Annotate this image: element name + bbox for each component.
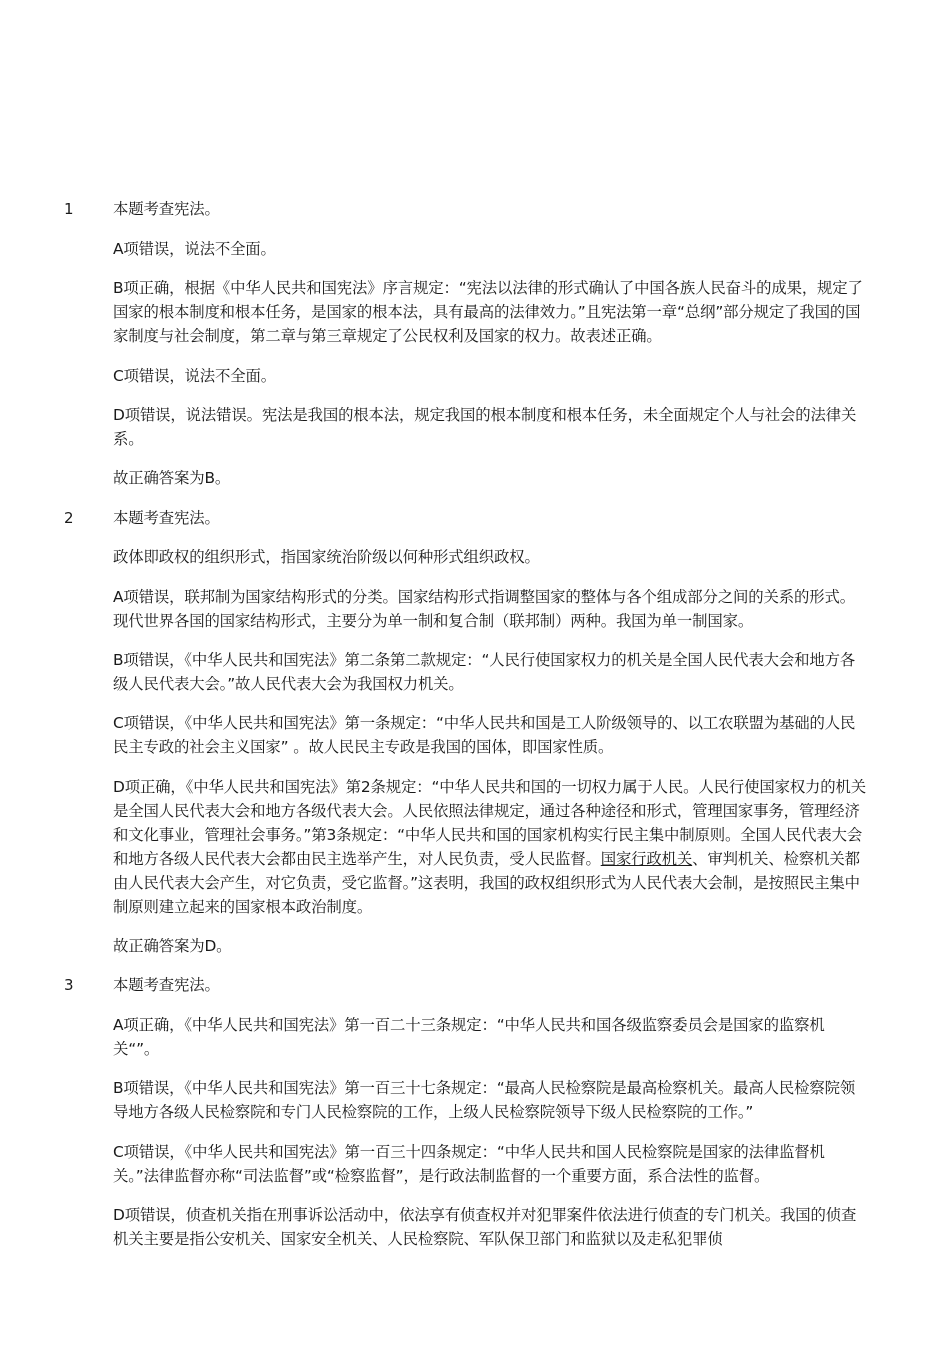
document-body [0,182,950,1263]
question-number: 2 [64,508,74,527]
paragraph: C项错误，《中华人民共和国宪法》第一条规定：“中华人民共和国是工人阶级领导的、以工农联盟为基础的人民民主专政的社会主义国家” 。故人民民主专政是我国的国体，即国家性质。 [113,714,856,757]
paragraph: 本题考查宪法。 [113,976,220,995]
paragraph: D项错误，说法错误。宪法是我国的根本法，规定我国的根本制度和根本任务，未全面规定个人与社会的法律关系。 [113,405,857,448]
question-3 [0,973,950,1251]
paragraph: 本题考查宪法。 [113,508,220,527]
question-2 [0,506,950,958]
paragraph-option-d [113,775,868,919]
paragraph: A项错误，说法不全面。 [113,239,276,258]
text-segment: D项正确，《中华人民共和国宪法》第2条规定：“中华人民共和国的一切权力属于人民。人民行使国家权力的机关是全国人民代表大会和地方各级代表大会。人民依照法律规定，通过各种途径和形式，管理国家事务，管理经济和文化事业，管理社会事务。”第3条规定：“中华人民共和国的国家机构实行民主集中制原则。全国人民代表大会和地方各级人民代表大会都由民主选举产生，对人民负责，受人民监督。 [113,777,867,868]
paragraph: 政体即政权的组织形式，指国家统治阶级以何种形式组织政权。 [113,548,540,567]
question-number: 3 [64,976,74,995]
paragraph: B项错误，《中华人民共和国宪法》第二条第二款规定：“人民行使国家权力的机关是全国人民代表大会和地方各级人民代表大会。”故人民代表大会为我国权力机关。 [113,650,856,693]
paragraph: D项错误，侦查机关指在刑事诉讼活动中，依法享有侦查权并对犯罪案件依法进行侦查的专门机关。我国的侦查机关主要是指公安机关、国家安全机关、人民检察院、军队保卫部门和监狱以及走私犯罪侦 [113,1206,857,1249]
text-segment: 、审判机关、检察机关都由人民代表大会产生，对它负责，受它监督。”这表明，我国的政权组织形式为人民代表大会制，是按照民主集中制原则建立起来的国家根本政治制度。 [113,849,860,916]
paragraph: 本题考查宪法。 [113,200,220,219]
question-1 [0,197,950,490]
paragraph: B项错误，《中华人民共和国宪法》第一百三十七条规定：“最高人民检察院是最高检察机关。最高人民检察院领导地方各级人民检察院和专门人民检察院的工作，上级人民检察院领导下级人民检察院的工作。” [113,1079,856,1122]
paragraph: C项错误，说法不全面。 [113,366,277,385]
paragraph: 故正确答案为B。 [113,469,231,488]
underlined-term: 国家行政机关 [600,849,693,868]
paragraph: 故正确答案为D。 [113,937,232,956]
question-number: 1 [64,200,74,219]
paragraph: B项正确，根据《中华人民共和国宪法》序言规定：“宪法以法律的形式确认了中国各族人民奋斗的成果，规定了国家的根本制度和根本任务，是国家的根本法，具有最高的法律效力。”且宪法第一章“总纲”部分规定了我国的国家制度与社会制度，第二章与第三章规定了公民权利及国家的权力。故表述正确。 [113,279,863,346]
paragraph: C项错误，《中华人民共和国宪法》第一百三十四条规定：“中华人民共和国人民检察院是国家的法律监督机关。”法律监督亦称“司法监督”或“检察监督”，是行政法制监督的一个重要方面，系合法性的监督。 [113,1142,825,1185]
paragraph: A项错误，联邦制为国家结构形式的分类。国家结构形式指调整国家的整体与各个组成部分之间的关系的形式。现代世界各国的国家结构形式，主要分为单一制和复合制（联邦制）两种。我国为单一制国家。 [113,587,855,630]
paragraph: A项正确，《中华人民共和国宪法》第一百二十三条规定：“中华人民共和国各级监察委员会是国家的监察机关“”。 [113,1015,825,1058]
